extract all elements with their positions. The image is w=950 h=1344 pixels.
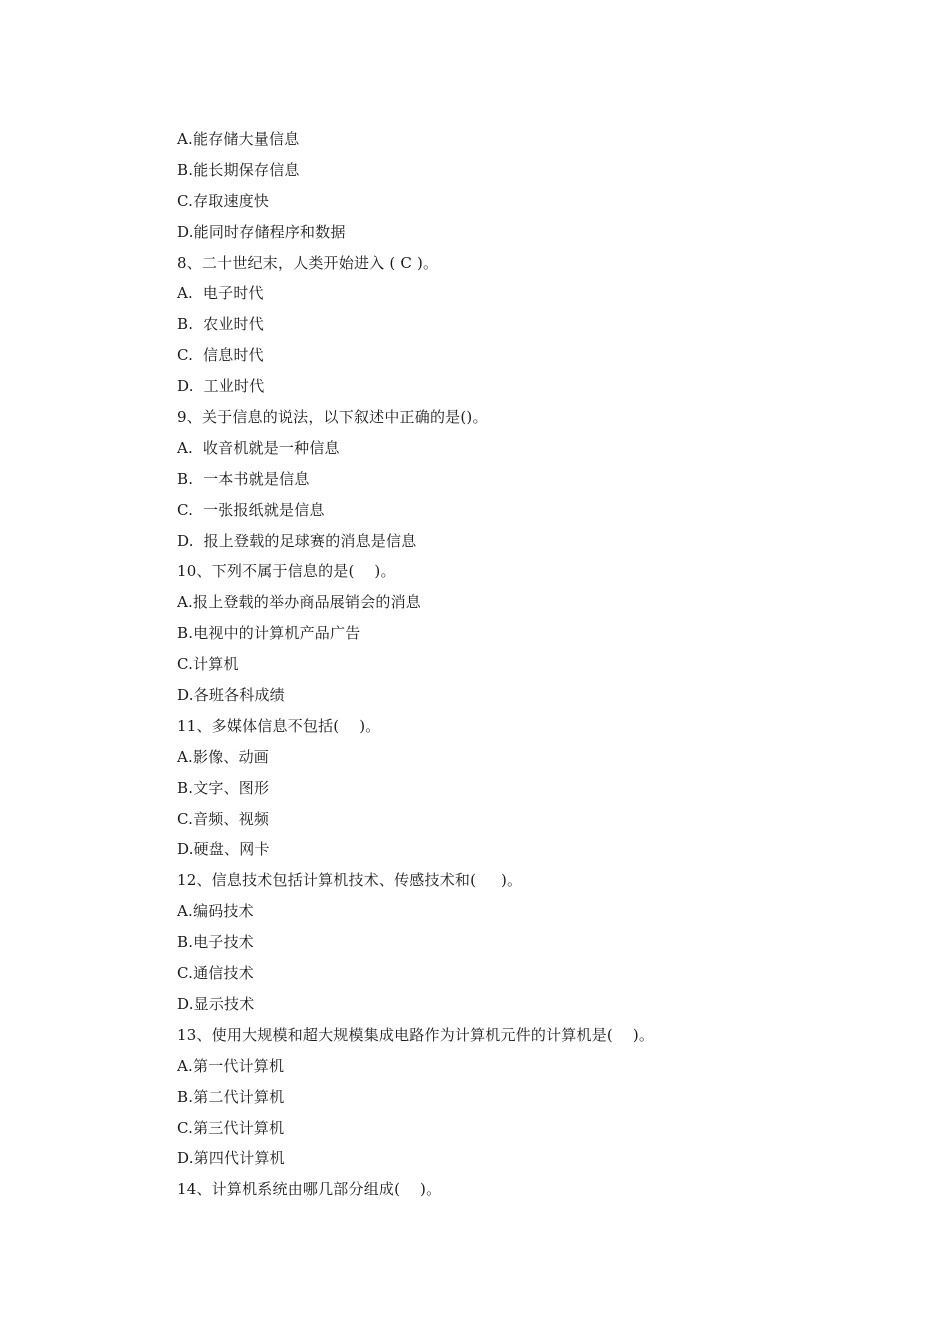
option-line: D.第四代计算机	[177, 1149, 285, 1168]
option-line: A.能存储大量信息	[177, 130, 300, 148]
question-line: 9、关于信息的说法，以下叙述中正确的是()。	[177, 408, 488, 427]
option-line: C.计算机	[177, 655, 239, 674]
question-list	[177, 124, 897, 1205]
option-line: A. 电子时代	[177, 284, 264, 303]
option-line: A.编码技术	[177, 902, 254, 921]
option-line: D.硬盘、网卡	[177, 840, 270, 859]
option-line: B.能长期保存信息	[177, 160, 300, 179]
option-line: A.报上登载的举办商品展销会的消息	[177, 593, 422, 612]
question-line: 8、二十世纪末，人类开始进入 ( C )。	[177, 253, 439, 272]
option-line: C. 信息时代	[177, 346, 264, 365]
option-line: D.显示技术	[177, 994, 255, 1013]
option-line: C.存取速度快	[177, 191, 270, 210]
option-line: D. 工业时代	[177, 377, 265, 396]
option-line: B. 农业时代	[177, 315, 264, 334]
option-line: B. 一本书就是信息	[177, 469, 310, 488]
option-line: B.第二代计算机	[177, 1087, 285, 1106]
option-line: A.第一代计算机	[177, 1056, 285, 1075]
option-line: B.电子技术	[177, 933, 254, 952]
option-line: C.音频、视频	[177, 809, 270, 828]
question-line: 12、信息技术包括计算机技术、传感技术和( )。	[177, 871, 523, 890]
question-line: 13、使用大规模和超大规模集成电路作为计算机元件的计算机是( )。	[177, 1025, 655, 1044]
option-line: C.第三代计算机	[177, 1118, 285, 1137]
option-line: D.能同时存储程序和数据	[177, 222, 346, 241]
question-line: 10、下列不属于信息的是( )。	[177, 562, 396, 581]
option-line: D. 报上登载的足球赛的消息是信息	[177, 531, 417, 550]
option-line: B.文字、图形	[177, 778, 270, 797]
option-line: B.电视中的计算机产品广告	[177, 624, 361, 643]
option-line: C.通信技术	[177, 964, 254, 983]
question-line: 11、多媒体信息不包括( )。	[177, 716, 381, 735]
question-line: 14、计算机系统由哪几部分组成( )。	[177, 1180, 442, 1199]
option-line: A.影像、动画	[177, 747, 270, 766]
option-line: D.各班各科成绩	[177, 686, 285, 705]
option-line: C. 一张报纸就是信息	[177, 500, 325, 519]
option-line: A. 收音机就是一种信息	[177, 438, 340, 457]
